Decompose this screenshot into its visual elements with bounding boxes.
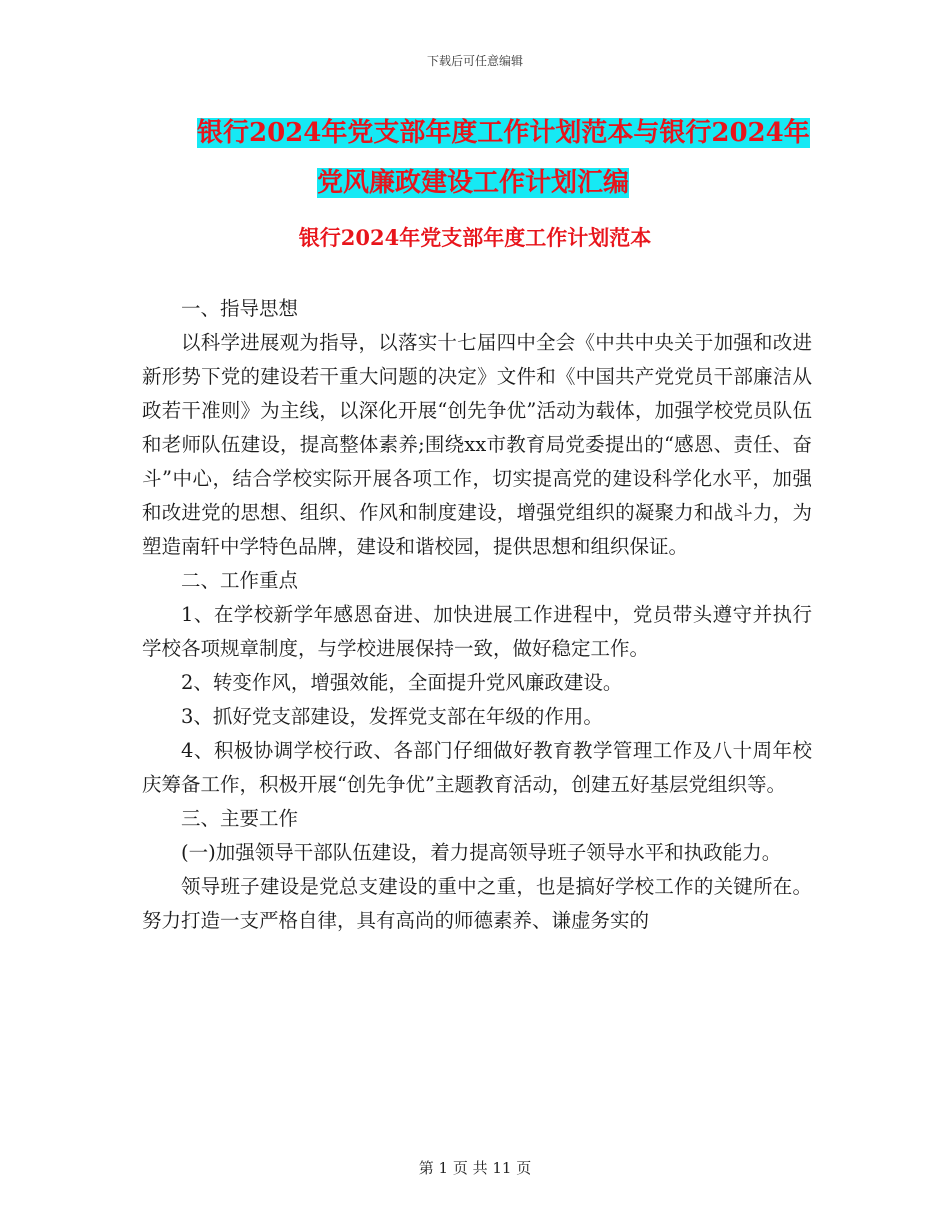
subheading-leadership: (一)加强领导干部队伍建设，着力提高领导班子领导水平和执政能力。 bbox=[181, 841, 782, 864]
heading-work-focus: 二、工作重点 bbox=[181, 569, 299, 592]
list-item-focus-4: 4、积极协调学校行政、各部门仔细做好教育教学管理工作及八十周年校庆筹备工作，积极开展“创先争优”主题教育活动，创建五好基层党组织等。 bbox=[142, 739, 812, 796]
list-item-focus-1: 1、在学校新学年感恩奋进、加快进展工作进程中，党员带头遵守并执行学校各项规章制度，与学校进展保持一致，做好稳定工作。 bbox=[142, 603, 812, 660]
heading-guiding-ideology: 一、指导思想 bbox=[181, 297, 299, 320]
heading-main-work: 三、主要工作 bbox=[181, 807, 299, 830]
title-line-1-text: 银行2024年党支部年度工作计划范本与银行2024年 bbox=[197, 118, 810, 148]
title-line-2-text: 党风廉政建设工作计划汇编 bbox=[317, 168, 630, 198]
list-item-focus-3: 3、抓好党支部建设，发挥党支部在年级的作用。 bbox=[181, 705, 603, 728]
page-number-footer: 第 1 页 共 11 页 bbox=[418, 1159, 532, 1177]
page-header-note: 下载后可任意编辑 bbox=[426, 54, 523, 68]
paragraph-leadership: 领导班子建设是党总支建设的重中之重，也是搞好学校工作的关键所在。努力打造一支严格自律，具有高尚的师德素养、谦虚务实的 bbox=[142, 875, 812, 932]
paragraph-guiding-ideology: 以科学进展观为指导，以落实十七届四中全会《中共中央关于加强和改进新形势下党的建设若干重大问题的决定》文件和《中国共产党党员干部廉洁从政若干准则》为主线，以深化开展“创先争优”活动为载体，加强学校党员队伍和老师队伍建设，提高整体素养;围绕xx市教育局党委提出的“感恩、责任、奋斗”中心，结合学校实际开展各项工作，切实提高党的建设科学化水平，加强和改进党的思想、组织、作风和制度建设，增强党组织的凝聚力和战斗力，为塑造南轩中学特色品牌，建设和谐校园，提供思想和组织保证。 bbox=[142, 331, 812, 558]
list-item-focus-2: 2、转变作风，增强效能，全面提升党风廉政建设。 bbox=[181, 671, 623, 694]
section-title: 银行2024年党支部年度工作计划范本 bbox=[298, 225, 652, 250]
document-title-line-2 bbox=[140, 158, 840, 208]
document-title-line-1 bbox=[140, 108, 840, 158]
document-body bbox=[142, 292, 812, 938]
document-title bbox=[140, 108, 840, 208]
